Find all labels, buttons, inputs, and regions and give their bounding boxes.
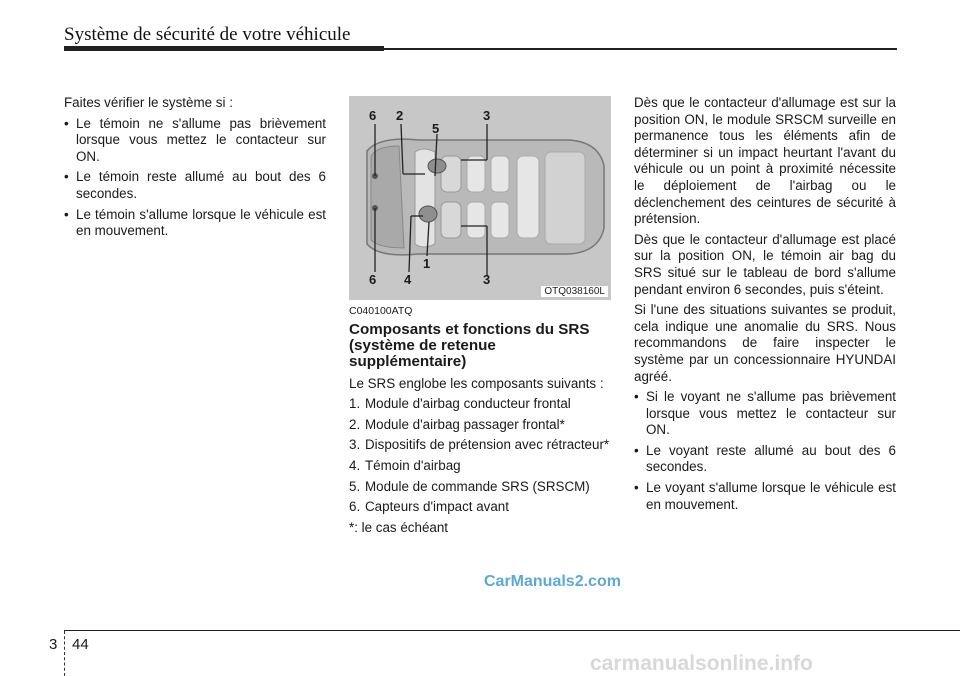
column-left	[64, 95, 326, 244]
bullet-icon: •	[64, 206, 69, 222]
bullet-icon: •	[64, 169, 69, 185]
page-header-title: Système de sécurité de votre véhicule	[64, 24, 351, 45]
callout-label: 2	[396, 108, 404, 123]
list-item: 5. Module de commande SRS (SRSCM)	[349, 478, 590, 494]
list-item: • Le voyant reste allumé au bout des 6 secondes.	[634, 442, 896, 475]
watermark-link[interactable]: CarManuals2.com	[484, 573, 621, 590]
callout-label: 5	[432, 121, 440, 136]
callout-label: 6	[369, 272, 377, 287]
callout-label: 6	[369, 108, 377, 123]
warning-list	[634, 389, 896, 513]
list-item: 2. Module d'airbag passager frontal*	[349, 416, 565, 432]
chapter-number: 3	[49, 636, 58, 653]
footer-rule	[64, 630, 960, 631]
paragraph: Dès que le contacteur d'allumage est placé sur la position ON, le témoin air bag du SRS situé sur le tableau de bord s'allume pendant environ 6 secondes, puis s'éteint.	[634, 231, 896, 297]
section-code: C040100ATQ	[349, 305, 413, 317]
footnote: *: le cas échéant	[349, 519, 449, 535]
callout-label: 3	[483, 272, 491, 287]
list-item: • Si le voyant ne s'allume pas brièvement lorsque vous mettez le contacteur sur ON.	[634, 389, 896, 438]
callout-label: 3	[483, 108, 491, 123]
bullet-icon: •	[634, 480, 639, 496]
list-item: • Le témoin s'allume lorsque le véhicule est en mouvement.	[64, 206, 326, 239]
paragraph: Dès que le contacteur d'allumage est sur la position ON, le module SRSCM surveille en permanence tous les éléments afin de déterminer si un impact heurtant l'avant du véhicule ou un point à proximité nécessite le déploiement de l'airbag ou le déclenchement des ceintures de sécurité à prétension.	[634, 95, 896, 227]
section-heading: Composants et fonctions du SRS (système de retenue supplémentaire)	[349, 320, 590, 370]
callout-label: 1	[423, 256, 431, 271]
list-item: • Le voyant s'allume lorsque le véhicule est en mouvement.	[634, 480, 896, 512]
page-number: 44	[72, 636, 89, 653]
list-item: • Le témoin reste allumé au bout des 6 secondes.	[64, 169, 326, 201]
check-intro: Faites vérifier le système si :	[64, 95, 233, 110]
srs-diagram	[349, 96, 611, 300]
figure-code: OTQ038160L	[541, 286, 608, 297]
list-item: 3. Dispositifs de prétension avec rétracteur*	[349, 437, 610, 453]
list-item: 1. Module d'airbag conducteur frontal	[349, 396, 571, 412]
bullet-icon: •	[634, 442, 639, 458]
list-item: • Le témoin ne s'allume pas brièvement lorsque vous mettez le contacteur sur ON.	[64, 115, 326, 164]
paragraph: Si l'une des situations suivantes se produit, cela indique une anomalie du SRS. Nous recommandons de faire inspecter le système par un concessionnaire HYUNDAI agréé.	[634, 302, 896, 384]
components-intro: Le SRS englobe les composants suivants :	[349, 375, 604, 391]
list-item: 4. Témoin d'airbag	[349, 457, 461, 473]
check-list	[64, 116, 326, 240]
list-item: 6. Capteurs d'impact avant	[349, 499, 509, 515]
bullet-icon: •	[64, 115, 69, 131]
column-right	[634, 95, 896, 517]
callout-label: 4	[404, 272, 412, 287]
header-rule	[64, 48, 897, 50]
column-middle	[349, 303, 611, 540]
vehicle-top-view-illustration	[349, 96, 611, 300]
bullet-icon: •	[634, 389, 639, 405]
watermark-text: carmanualsonline.info	[590, 652, 813, 675]
footer-divider	[64, 631, 66, 676]
